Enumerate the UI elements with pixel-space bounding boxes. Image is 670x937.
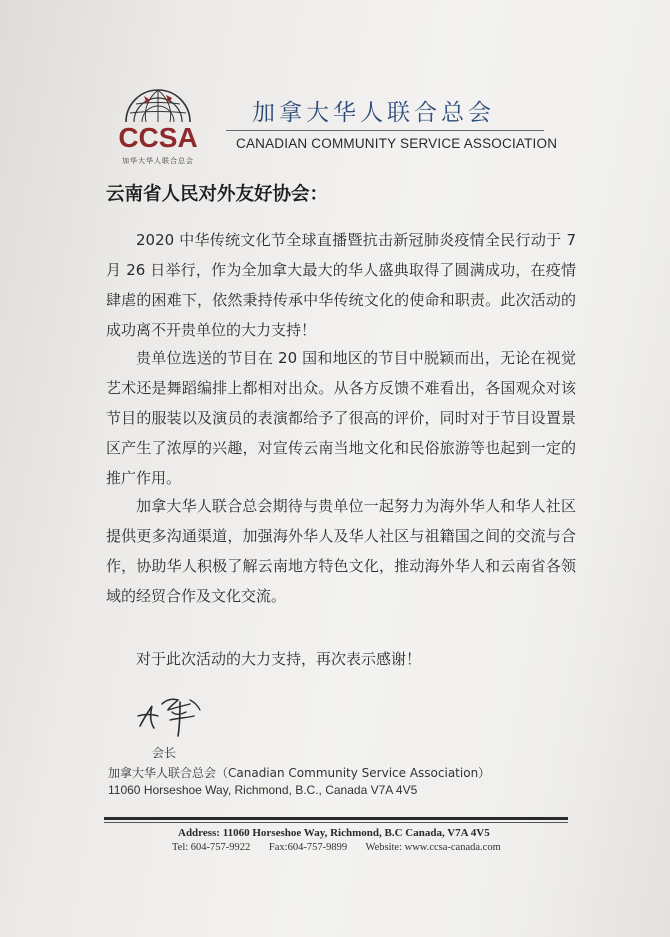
footer-divider-thin — [104, 822, 568, 823]
org-name-english: CANADIAN COMMUNITY SERVICE ASSOCIATION — [236, 136, 558, 151]
header-divider — [226, 130, 544, 131]
org-name-chinese: 加拿大华人联合总会 — [252, 100, 495, 126]
signatory-title: 会长 — [152, 746, 177, 760]
footer-tel: Tel: 604-757-9922 — [172, 842, 251, 853]
footer-address: Address: 11060 Horseshoe Way, Richmond, B.C Canada, V7A 4V5 — [178, 827, 490, 839]
footer-fax: Fax:604-757-9899 — [268, 842, 348, 853]
ccsa-logo — [112, 82, 204, 172]
paragraph-1: 2020 中华传统文化节全球直播暨抗击新冠肺炎疫情全民行动于 7 月 26 日举行，作为全加拿大最大的华人盛典取得了圆满成功，在疫情肆虐的困难下，依然秉持传承中华传统文化的使命和职责。此次活动的成功离不开贵单位的大力支持！ — [106, 231, 576, 339]
handwritten-signature-icon — [134, 692, 208, 740]
footer-website: Website: www.ccsa-canada.com — [365, 842, 501, 853]
footer-divider-thick — [104, 817, 568, 820]
signatory-organization: 加拿大华人联合总会（Canadian Community Service Association） — [108, 766, 491, 780]
footer-contact — [172, 842, 517, 853]
logo-wordmark: CCSA — [118, 122, 198, 153]
paragraph-2: 贵单位选送的节目在 20 国和地区的节目中脱颖而出，无论在视觉艺术还是舞蹈编排上都相对出众。从各方反馈不难看出，各国观众对该节目的服装以及演员的表演都给予了很高的评价，同时对于节目设置景区产生了浓厚的兴趣，对宣传云南当地文化和民俗旅游等也起到一定的推广作用。 — [106, 349, 576, 487]
logo-subtext: 加华大华人联合总会 — [122, 157, 194, 165]
paragraph-3: 加拿大华人联合总会期待与贵单位一起努力为海外华人和华人社区提供更多沟通渠道，加强海外华人及华人社区与祖籍国之间的交流与合作，协助华人积极了解云南地方特色文化，推动海外华人和云南省各领域的经贸合作及文化交流。 — [106, 497, 576, 605]
signatory-address: 11060 Horseshoe Way, Richmond, B.C., Canada V7A 4V5 — [108, 783, 418, 797]
paragraph-4: 对于此次活动的大力支持，再次表示感谢！ — [136, 650, 422, 668]
salutation: 云南省人民对外友好协会： — [106, 184, 329, 205]
globe-logo-icon — [120, 82, 196, 124]
